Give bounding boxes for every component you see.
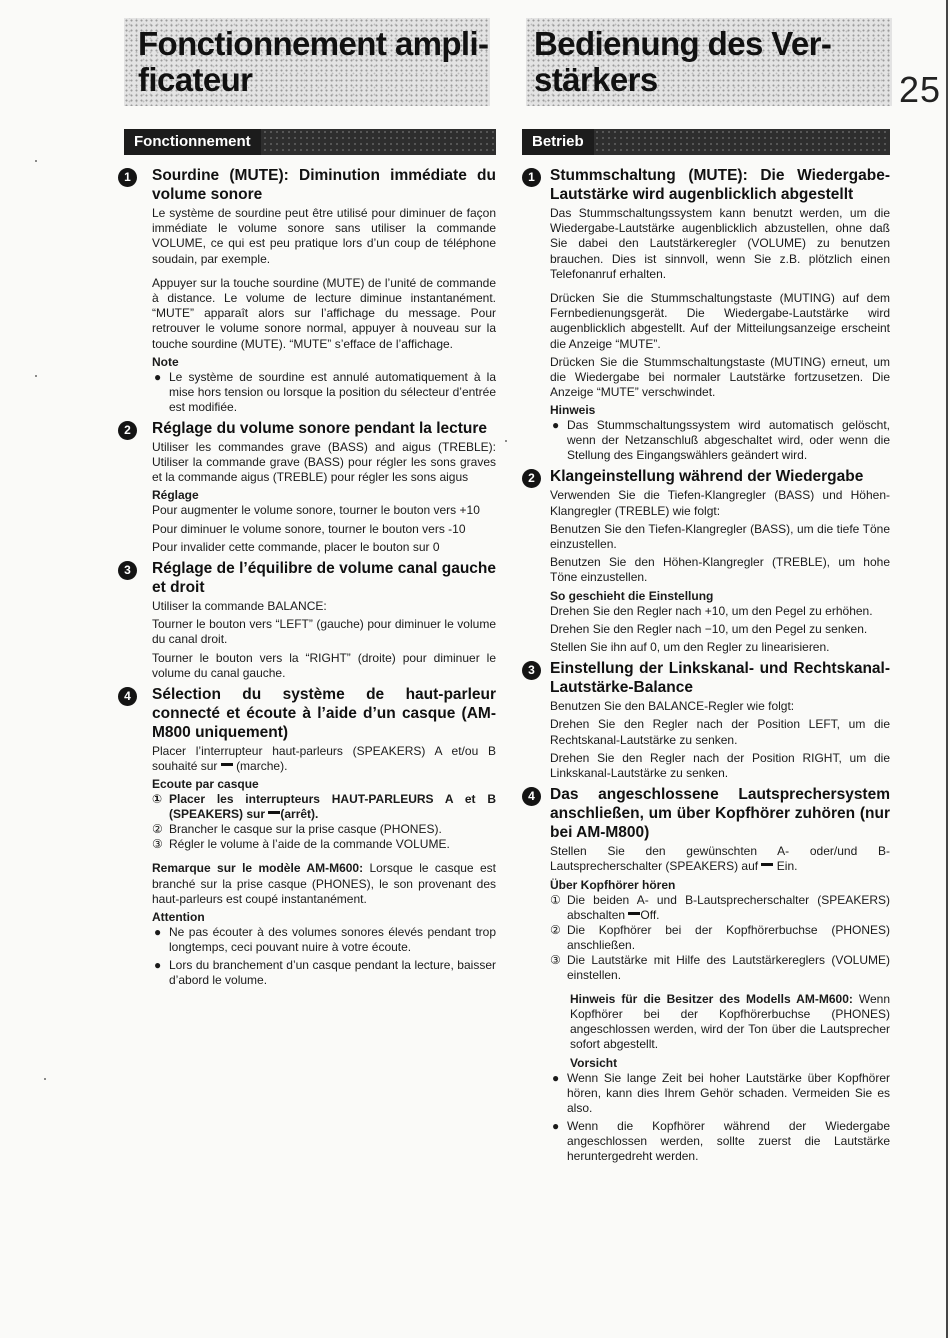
step-item — [152, 837, 496, 852]
scan-speck — [505, 440, 507, 442]
remark-label: Hinweis für die Besitzer des Modells AM-M600: — [570, 991, 853, 1006]
instruction-item-speakers — [522, 785, 890, 1163]
subheading: So geschieht die Einstellung — [550, 588, 714, 603]
scan-speck — [35, 375, 37, 377]
item-title: Klangeinstellung während der Wiedergabe — [550, 468, 864, 486]
french-body — [118, 166, 496, 992]
step-marker: ③ — [152, 837, 163, 852]
bullet-item: ● Lors du branchement d’un casque pendant la lecture, baisser d’abord le volume. — [154, 958, 496, 988]
item-number: 3 — [118, 561, 137, 580]
step-text: Die Lautstärke mit Hilfe des Lautstärkereglers (VOLUME) einstellen. — [567, 952, 890, 982]
bullet-text: Wenn die Kopfhörer während der Wiedergabe angeschlossen werden, sollte zuerst die Lautstärke heruntergedreht werden. — [567, 1118, 890, 1163]
item-title: Das angeschlossene Lautsprechersystem anschließen, um über Kopfhörer zuhören (nur bei AM-M800) — [550, 786, 890, 842]
bullet-item: ● Das Stummschaltungssystem wird automatisch gelöscht, wenn der Netzanschluß abgeschaltet wird, oder wenn die Stellung des Eingangswählers geändert wird. — [552, 418, 890, 463]
attention-label: Vorsicht — [570, 1055, 618, 1070]
instruction-item-balance — [118, 559, 496, 681]
instruction-item-speakers — [118, 685, 496, 988]
instruction-item-tone — [118, 419, 496, 555]
remark-paragraph — [550, 992, 890, 1053]
step-text: (arrêt). — [280, 807, 319, 822]
instruction-item-balance — [522, 659, 890, 781]
paragraph: Pour diminuer le volume sonore, tourner le bouton vers -10 — [152, 521, 466, 536]
chapter-title: Fonctionnement ampli- ficateur — [138, 25, 489, 98]
paragraph: Stellen Sie ihn auf 0, um den Regler zu linearisieren. — [550, 640, 830, 655]
remark-paragraph — [152, 861, 496, 907]
step-text: Die beiden A- und B-Lautsprecherschalter (SPEAKERS) abschalten — [567, 892, 890, 922]
step-marker: ① — [550, 892, 561, 907]
remark-text: Wenn Kopfhörer bei der Kopfhörerbuchse (PHONES) angeschlossen werden, wird der Ton über die Lautsprecher sofort abgestellt. — [570, 991, 890, 1052]
step-item — [550, 893, 890, 923]
item-title: Sélection du système de haut-parleur connecté et écoute à l’aide d’un casque (AM-M800 uniquement) — [152, 686, 496, 742]
step-marker: ③ — [550, 952, 561, 967]
bullet-text: Ne pas écouter à des volumes sonores élevés pendant trop longtemps, ceci pouvant nuire à votre écoute. — [169, 925, 496, 955]
paragraph: Drehen Sie den Regler nach −10, um den Pegel zu senken. — [550, 621, 868, 636]
step-item — [152, 822, 496, 837]
speaker-switch-on-icon — [221, 763, 233, 771]
bullet-item: ● Wenn die Kopfhörer während der Wiedergabe angeschlossen werden, sollte zuerst die Lautstärke heruntergedreht werden. — [552, 1118, 890, 1163]
paragraph: Das Stummschaltungssystem kann benutzt werden, um die Wiedergabe-Lautstärke augenblicklich abzustellen, ohne daß Sie dabei den Lautstärkeregler (VOLUME) zu benutzen brauchen. Dies ist sinnvoll, wenn Sie z.B. plötzlich einen Telefonanruf erhalten. — [550, 206, 890, 281]
item-number: 3 — [522, 661, 541, 680]
chapter-title: Bedienung des Ver- stärkers — [534, 25, 832, 98]
subheading: Ecoute par casque — [152, 777, 259, 792]
item-title: Einstellung der Linkskanal- und Rechtskanal-Lautstärke-Balance — [550, 660, 890, 697]
page-number: 25 — [899, 69, 942, 110]
chapter-title-banner — [124, 18, 490, 106]
paragraph — [550, 844, 890, 874]
note-label: Note — [152, 354, 179, 369]
step-item — [550, 953, 890, 983]
paragraph: Pour invalider cette commande, placer le bouton sur 0 — [152, 539, 440, 554]
paragraph: Drücken Sie die Stummschaltungstaste (MUTING) erneut, um die Wiedergabe bei normaler Lautstärke fortzusetzen. Die Anzeige “MUTE” verschwindet. — [550, 354, 890, 400]
paragraph: Verwenden Sie die Tiefen-Klangregler (BASS) und Höhen-Klangregler (TREBLE) wie folgt: — [550, 488, 890, 518]
step-marker: ② — [550, 922, 561, 937]
paragraph: Utiliser les commandes grave (BASS) and aigus (TREBLE): Utiliser la commande grave (BASS) pour régler les sons graves et la commande aigus (TREBLE) pour régler les sons aigus — [152, 439, 496, 485]
instruction-item-mute — [522, 166, 890, 463]
bullet-text: Wenn Sie lange Zeit bei hoher Lautstärke über Kopfhörer hören, kann dies Ihrem Gehör schaden. Vermeiden Sie es also. — [567, 1070, 890, 1115]
item-number: 1 — [118, 168, 137, 187]
paragraph: Drehen Sie den Regler nach der Position RIGHT, um die Linkskanal-Lautstärke zu senken. — [550, 750, 890, 781]
subheading: Réglage — [152, 488, 199, 503]
paragraph: Benutzen Sie den Tiefen-Klangregler (BASS), um die tiefe Töne einzustellen. — [550, 521, 890, 552]
remark-text: Lorsque le casque est branché sur la prise casque (PHONES), le son provenant des haut-parleurs est coupé instantanément. — [152, 861, 496, 906]
item-title: Sourdine (MUTE): Diminution immédiate du volume sonore — [152, 167, 496, 203]
item-number: 1 — [522, 168, 541, 187]
speaker-switch-on-icon — [761, 863, 773, 871]
german-body — [522, 166, 890, 1168]
item-title: Réglage du volume sonore pendant la lecture — [152, 419, 488, 437]
step-text: Brancher le casque sur la prise casque (PHONES). — [169, 822, 442, 837]
step-marker: ① — [152, 792, 163, 807]
speaker-switch-off-icon — [268, 811, 280, 819]
item-number: 4 — [118, 687, 137, 706]
scan-speck — [44, 1078, 46, 1080]
paragraph-text: Placer l’interrupteur haut-parleurs (SPEAKERS) A et/ou B souhaité sur — [152, 744, 496, 774]
paragraph: Benutzen Sie den BALANCE-Regler wie folgt: — [550, 699, 795, 714]
section-bar — [124, 129, 496, 155]
note-label: Hinweis — [550, 403, 596, 418]
bullet-text: Le système de sourdine est annulé automatiquement à la mise hors tension ou lorsque la position du sélecteur d’entrée est modifiée. — [169, 369, 496, 414]
bullet-item: ● Wenn Sie lange Zeit bei hoher Lautstärke über Kopfhörer hören, kann dies Ihrem Gehör schaden. Vermeiden Sie es also. — [552, 1070, 890, 1115]
step-item — [550, 923, 890, 953]
item-title: Stummschaltung (MUTE): Die Wiedergabe-Lautstärke wird augenblicklich abgestellt — [550, 167, 890, 203]
paragraph: Pour augmenter le volume sonore, tourner le bouton vers +10 — [152, 503, 480, 518]
remark-label: Remarque sur le modèle AM-M600: — [152, 861, 364, 876]
bullet-item: ● Le système de sourdine est annulé automatiquement à la mise hors tension ou lorsque la position du sélecteur d’entrée est modifiée. — [154, 369, 496, 414]
paragraph — [152, 744, 496, 774]
step-text: Off. — [640, 907, 660, 922]
paragraph: Le système de sourdine peut être utilisé pour diminuer de façon immédiate le volume sonore sans utiliser la commande VOLUME, ce qui est peu pratique lors d’un coup de téléphone soudain, par exemple. — [152, 206, 496, 266]
item-title: Réglage de l’équilibre de volume canal gauche et droit — [152, 560, 496, 597]
bullet-item: ● Ne pas écouter à des volumes sonores élevés pendant trop longtemps, ceci pouvant nuire à votre écoute. — [154, 925, 496, 955]
paragraph: Utiliser la commande BALANCE: — [152, 599, 327, 614]
paragraph-text: Stellen Sie den gewünschten A- oder/und B-Lautsprecherschalter (SPEAKERS) auf — [550, 844, 890, 874]
item-number: 2 — [522, 469, 541, 488]
paragraph: Tourner le bouton vers “LEFT” (gauche) pour diminuer le volume du canal droit. — [152, 617, 496, 647]
instruction-item-mute — [118, 166, 496, 415]
paragraph: Appuyer sur la touche sourdine (MUTE) de l’unité de commande à distance. Le volume de lecture diminue instantanément. “MUTE” apparaît alors sur l’affichage du message. Pour retrouver le volume sonore normal, appuyer à nouveau sur la touche sourdine (MUTE). “MUTE” s’efface de l’affichage. — [152, 275, 496, 351]
bullet-text: Lors du branchement d’un casque pendant la lecture, baisser d’abord le volume. — [169, 958, 496, 988]
step-text: Régler le volume à l’aide de la commande VOLUME. — [169, 837, 450, 852]
step-item — [152, 792, 496, 822]
bullet-text: Das Stummschaltungssystem wird automatisch gelöscht, wenn der Netzanschluß abgeschaltet wird, oder wenn die Stellung des Eingangswählers geändert wird. — [567, 418, 890, 463]
instruction-item-tone — [522, 467, 890, 655]
speaker-switch-off-icon — [628, 912, 640, 920]
step-text: Die Kopfhörer bei der Kopfhörerbuchse (PHONES) anschließen. — [567, 922, 890, 952]
chapter-title-banner — [526, 18, 892, 106]
section-title: Fonctionnement — [124, 129, 261, 155]
step-text: Placer les interrupteurs HAUT-PARLEURS A et B (SPEAKERS) sur — [169, 792, 496, 822]
attention-label: Attention — [152, 910, 205, 925]
paragraph-text: (marche). — [236, 759, 288, 774]
paragraph: Drücken Sie die Stummschaltungstaste (MUTING) auf dem Fernbedienungsgerät. Die Wiedergabe-Lautstärke wird augenblicklich abgestellt. Auf der Mitteilungsanzeige erscheint die Anzeige “MUTE”. — [550, 291, 890, 351]
item-number: 2 — [118, 421, 137, 440]
item-number: 4 — [522, 787, 541, 806]
section-title: Betrieb — [522, 129, 594, 155]
paragraph-text: Ein. — [776, 859, 798, 874]
subheading: Über Kopfhörer hören — [550, 877, 676, 892]
paragraph: Drehen Sie den Regler nach der Position LEFT, um die Rechtskanal-Lautstärke zu senken. — [550, 717, 890, 747]
paragraph: Tourner le bouton vers la “RIGHT” (droite) pour diminuer le volume du canal gauche. — [152, 650, 496, 680]
paragraph: Benutzen Sie den Höhen-Klangregler (TREBLE), um hohe Töne einzustellen. — [550, 555, 890, 585]
paragraph: Drehen Sie den Regler nach +10, um den Pegel zu erhöhen. — [550, 603, 873, 618]
step-marker: ② — [152, 822, 163, 837]
page-edge — [946, 0, 948, 1338]
section-bar — [522, 129, 890, 155]
scan-speck — [35, 160, 37, 162]
